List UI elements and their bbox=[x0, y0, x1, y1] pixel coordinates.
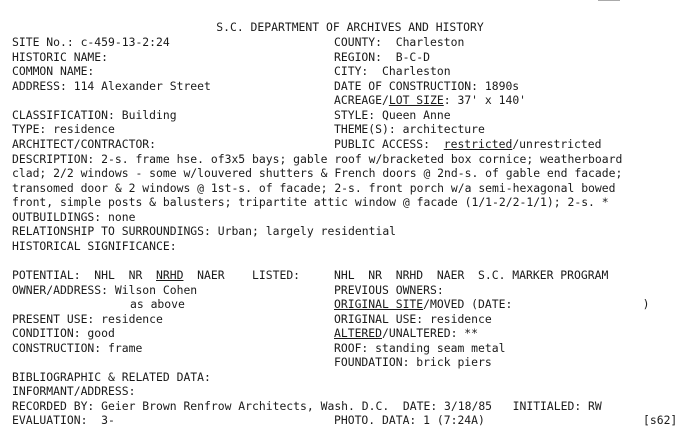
original-site-label: ORIGINAL SITE bbox=[334, 297, 424, 311]
altered-unaltered bbox=[334, 326, 478, 340]
common-name: COMMON NAME: bbox=[12, 64, 95, 78]
public-access-label: PUBLIC ACCESS: bbox=[334, 137, 444, 151]
listed-options: NHL NR NRHD NAER S.C. MARKER PROGRAM bbox=[334, 268, 609, 282]
lot-size-label: LOT SIZE bbox=[388, 93, 444, 107]
description-line-2: clad; 2/2 windows - some w/louvered shutters & French doors @ 2nd-s. of gable end facade; bbox=[12, 166, 623, 180]
unaltered-label: /UNALTERED: ** bbox=[382, 326, 479, 340]
address: ADDRESS: 114 Alexander Street bbox=[12, 79, 211, 93]
public-access-restricted: restricted bbox=[443, 137, 513, 151]
previous-owners: PREVIOUS OWNERS: bbox=[334, 283, 444, 297]
owner-address: OWNER/ADDRESS: Wilson Cohen bbox=[12, 283, 198, 297]
county: COUNTY: Charleston bbox=[334, 35, 465, 49]
region: REGION: B-C-D bbox=[334, 50, 431, 64]
style: STYLE: Queen Anne bbox=[334, 108, 451, 122]
site-number: SITE No.: c-459-13-2:24 bbox=[12, 35, 170, 49]
outbuildings: OUTBUILDINGS: none bbox=[12, 210, 136, 224]
foundation: FOUNDATION: brick piers bbox=[334, 355, 492, 369]
card-header: S.C. DEPARTMENT OF ARCHIVES AND HISTORY bbox=[216, 20, 484, 34]
classification: CLASSIFICATION: Building bbox=[12, 108, 177, 122]
construction: CONSTRUCTION: frame bbox=[12, 341, 143, 355]
card-code: [s62] bbox=[643, 413, 678, 427]
historical-significance: HISTORICAL SIGNIFICANCE: bbox=[12, 239, 177, 253]
original-use: ORIGINAL USE: residence bbox=[334, 312, 492, 326]
public-access-unrestricted: /unrestricted bbox=[512, 137, 602, 151]
potential bbox=[12, 268, 300, 282]
relationship-to-surroundings: RELATIONSHIP TO SURROUNDINGS: Urban; largely residential bbox=[12, 224, 397, 238]
date-of-construction: DATE OF CONSTRUCTION: 1890s bbox=[334, 79, 520, 93]
description-line-4: front, simple posts & balusters; tripartite attic window @ facade (1/1-2/2-1/1); 2-s. * bbox=[12, 195, 609, 209]
potential-nrhd: NRHD bbox=[156, 268, 184, 282]
potential-rest: NAER LISTED: bbox=[183, 268, 301, 282]
city: CITY: Charleston bbox=[334, 64, 451, 78]
recorded-by: RECORDED BY: Geier Brown Renfrow Architects, Wash. D.C. DATE: 3/18/85 INITIALED: RW bbox=[12, 399, 602, 413]
potential-label: POTENTIAL: NHL NR bbox=[12, 268, 157, 282]
bibliographic-data: BIBLIOGRAPHIC & RELATED DATA: bbox=[12, 370, 211, 384]
public-access bbox=[334, 137, 601, 151]
altered-label: ALTERED bbox=[334, 326, 383, 340]
description-line-1: DESCRIPTION: 2-s. frame hse. of3x5 bays; gable roof w/bracketed box cornice; weatherboard bbox=[12, 152, 623, 166]
architect-contractor: ARCHITECT/CONTRACTOR: bbox=[12, 137, 157, 151]
present-use: PRESENT USE: residence bbox=[12, 312, 163, 326]
condition: CONDITION: good bbox=[12, 326, 115, 340]
scan-mark bbox=[598, 0, 620, 4]
historic-name: HISTORIC NAME: bbox=[12, 50, 109, 64]
lot-size-value: : 37' x 140' bbox=[443, 93, 527, 107]
informant-address: INFORMANT/ADDRESS: bbox=[12, 384, 136, 398]
themes: THEME(S): architecture bbox=[334, 122, 485, 136]
owner-address-line-2: as above bbox=[130, 297, 185, 311]
moved-date: /MOVED (DATE: ) bbox=[423, 297, 650, 311]
description-line-3: transomed door & 2 windows @ 1st-s. of facade; 2-s. front porch w/a semi-hexagonal bowed bbox=[12, 181, 616, 195]
photo-data: PHOTO. DATA: 1 (7:24A) bbox=[334, 413, 485, 427]
type: TYPE: residence bbox=[12, 122, 115, 136]
roof: ROOF: standing seam metal bbox=[334, 341, 506, 355]
original-site-moved bbox=[334, 297, 649, 311]
acreage-label: ACREAGE/ bbox=[334, 93, 389, 107]
evaluation: EVALUATION: 3- bbox=[12, 413, 115, 427]
acreage-lot-size bbox=[334, 93, 526, 107]
